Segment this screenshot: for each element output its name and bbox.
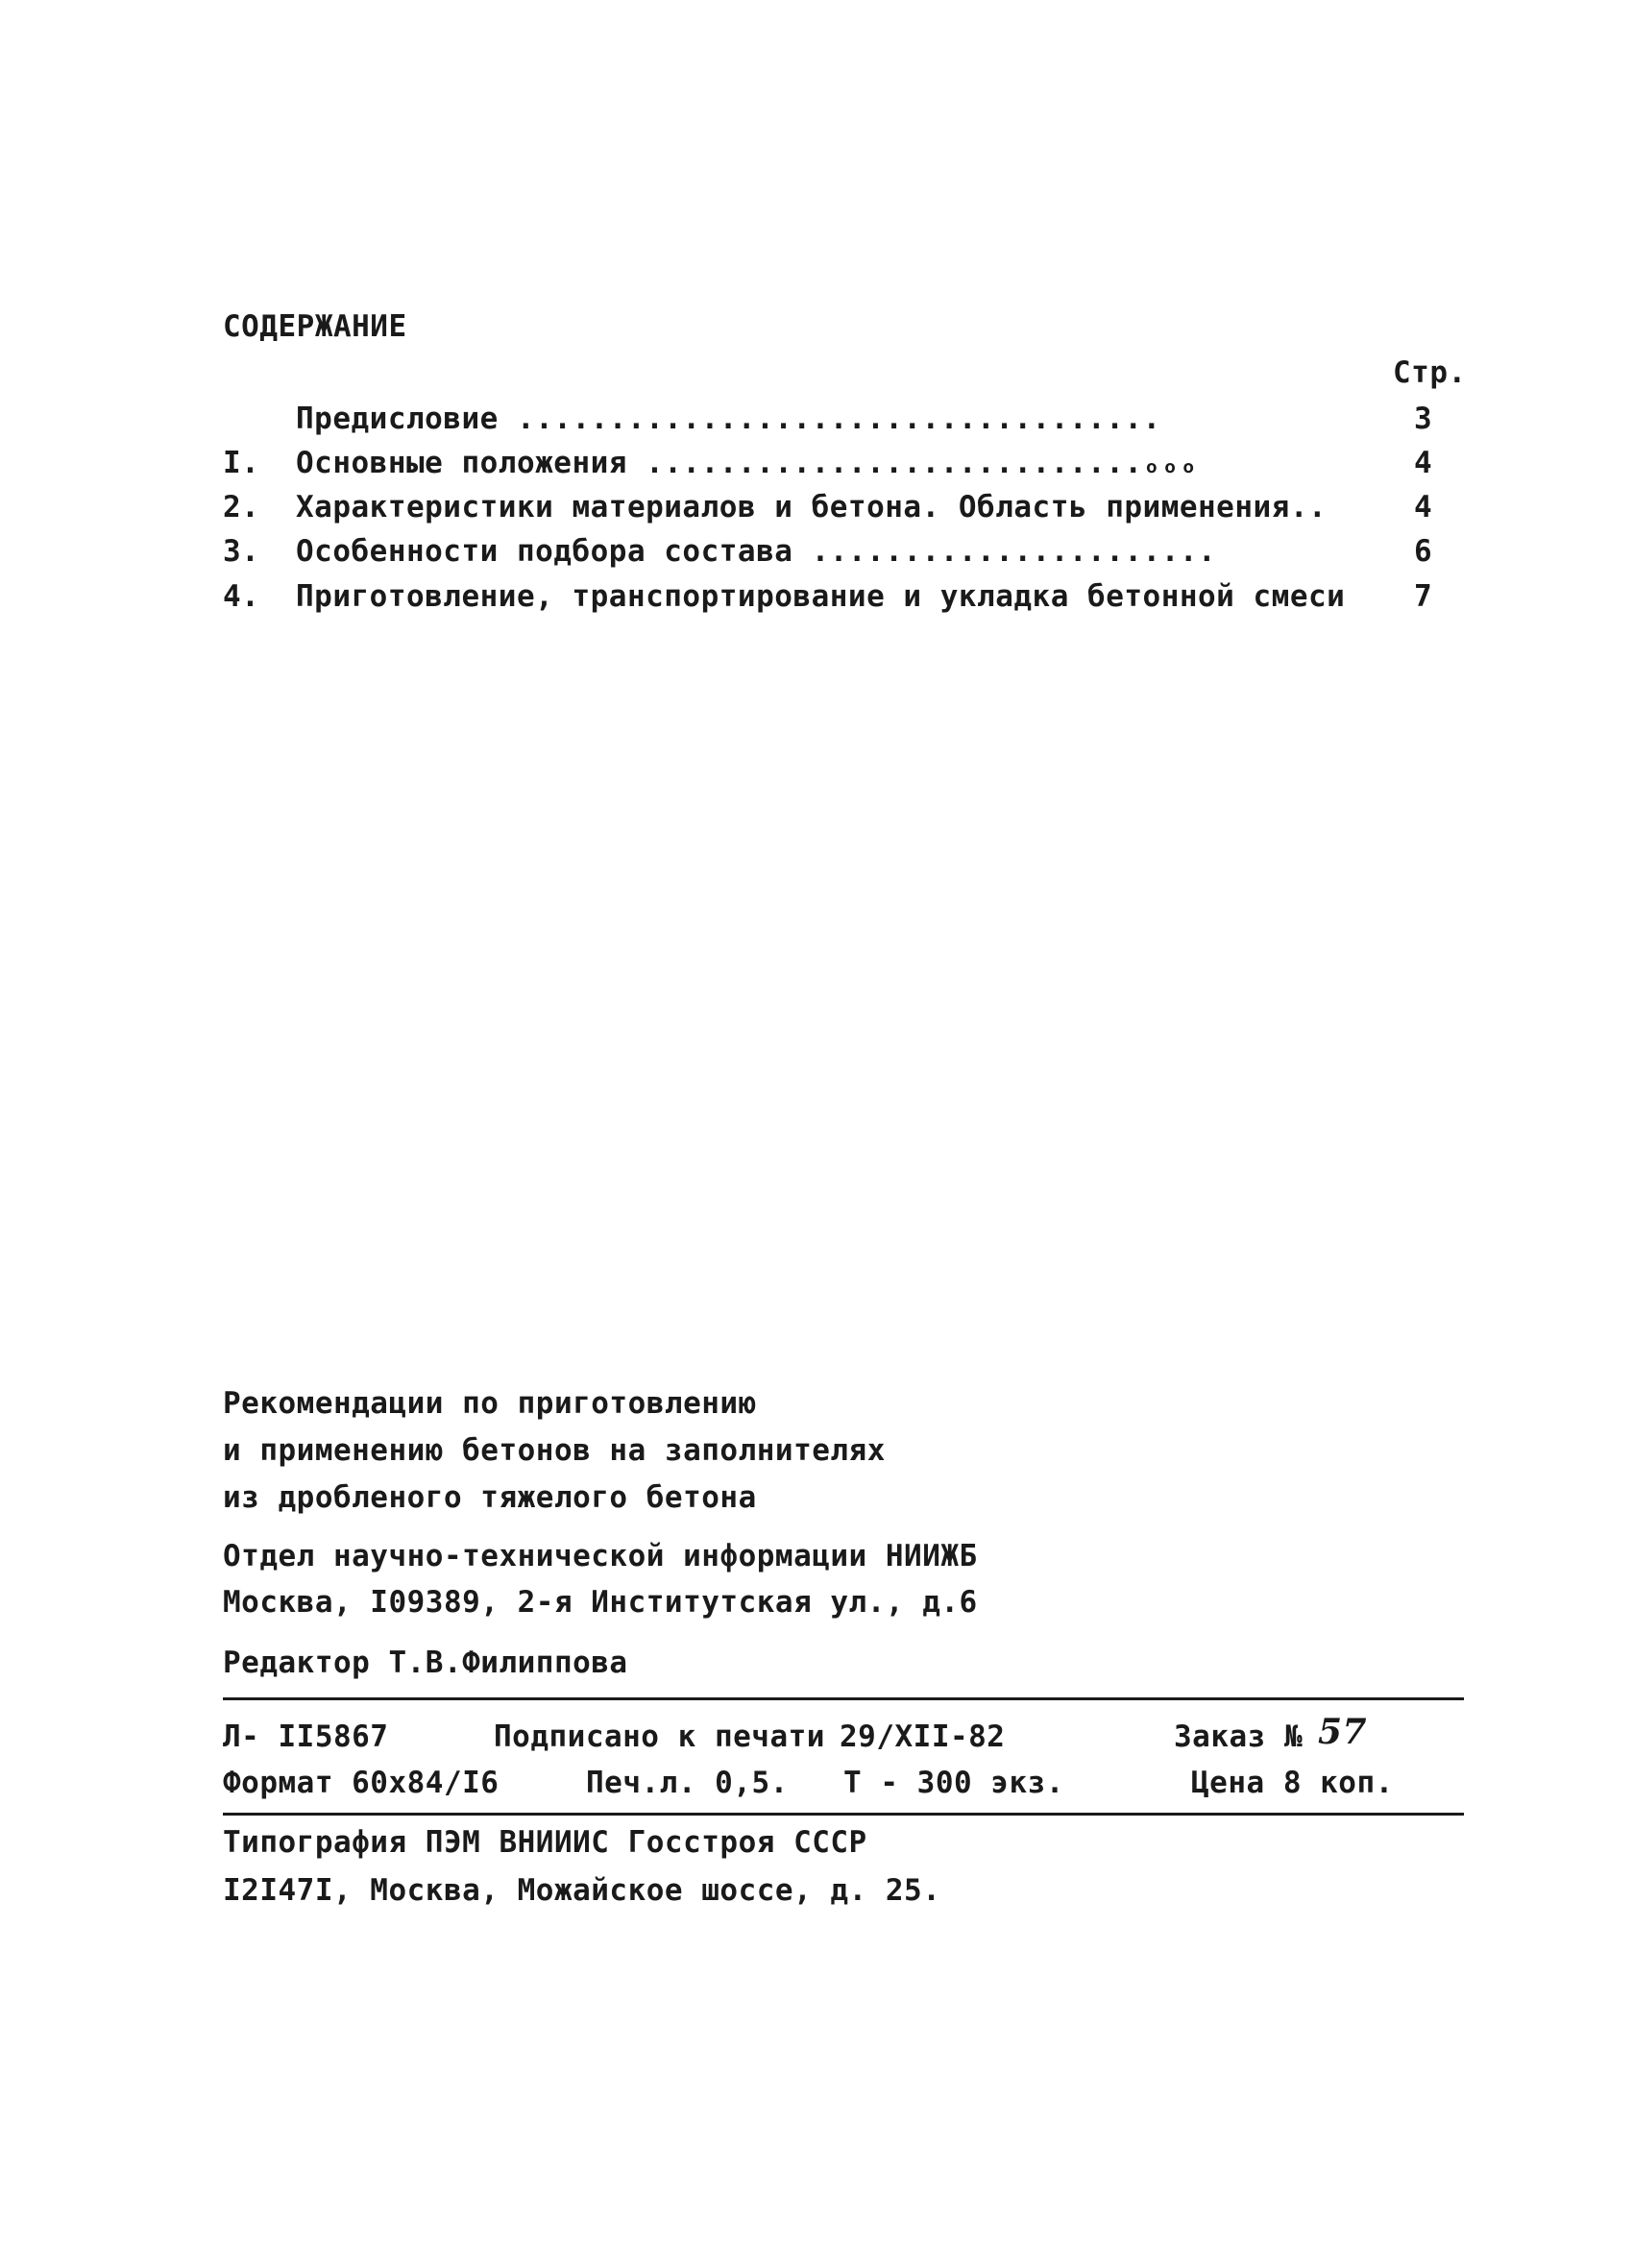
toc-row-number: 4.: [223, 579, 260, 614]
imprint-license: Л- II5867: [223, 1719, 389, 1754]
toc-row-text: Приготовление, транспортирование и укладка бетонной смеси: [296, 579, 1346, 614]
imprint-format: Формат 60х84/I6: [223, 1766, 500, 1800]
toc-row-text: Основные положения ...........................ₒₒₒ: [296, 446, 1199, 480]
toc-row-page: 4: [1414, 446, 1433, 480]
toc-row-text: Характеристики материалов и бетона. Область применения..: [296, 490, 1328, 524]
toc-row-number: 2.: [223, 490, 260, 524]
toc-row-page: 4: [1414, 490, 1433, 524]
imprint-title-line: из дробленого тяжелого бетона: [223, 1480, 757, 1515]
toc-row-number: 3.: [223, 534, 260, 569]
imprint-price: Цена 8 коп.: [1191, 1766, 1394, 1800]
imprint-title-line: и применению бетонов на заполнителях: [223, 1433, 886, 1468]
imprint-circulation: Т - 300 экз.: [843, 1766, 1064, 1800]
imprint-rule-top: [223, 1697, 1464, 1700]
toc-title: СОДЕРЖАНИЕ: [223, 309, 407, 344]
imprint-rule-bottom: [223, 1813, 1464, 1816]
imprint-printer-line: Типография ПЭМ ВНИИИС Госстроя СССР: [223, 1825, 867, 1860]
toc-row-page: 6: [1414, 534, 1433, 569]
toc-row-page: 3: [1414, 402, 1433, 436]
toc-row-3[interactable]: [223, 534, 1462, 578]
imprint-signed-date: 29/XII-82: [840, 1719, 1006, 1754]
toc-page-heading: Стр.: [1393, 355, 1467, 390]
toc-row-1[interactable]: [223, 446, 1462, 490]
imprint-dept-line: Отдел научно-технической информации НИИЖБ: [223, 1539, 978, 1573]
toc-row-text: Особенности подбора состава ......................: [296, 534, 1217, 569]
imprint-order-label: Заказ №: [1174, 1719, 1304, 1754]
toc-row-preface[interactable]: [223, 402, 1462, 446]
imprint-editor: Редактор Т.В.Филиппова: [223, 1646, 628, 1680]
imprint-printer-address: I2I47I, Москва, Можайское шоссе, д. 25.: [223, 1873, 941, 1908]
imprint-address-line: Москва, I09389, 2-я Институтская ул., д.6: [223, 1585, 978, 1620]
toc-row-page: 7: [1414, 579, 1433, 614]
imprint-sheets: Печ.л. 0,5.: [586, 1766, 789, 1800]
imprint-signed-label: Подписано к печати: [494, 1719, 825, 1754]
imprint-title-line: Рекомендации по приготовлению: [223, 1386, 757, 1421]
imprint-order-number: 57: [1318, 1712, 1368, 1752]
toc-row-number: I.: [223, 446, 260, 480]
toc-row-4[interactable]: [223, 579, 1462, 623]
toc-row-text: Предисловие ...................................: [296, 402, 1161, 436]
toc-row-2[interactable]: [223, 490, 1462, 534]
